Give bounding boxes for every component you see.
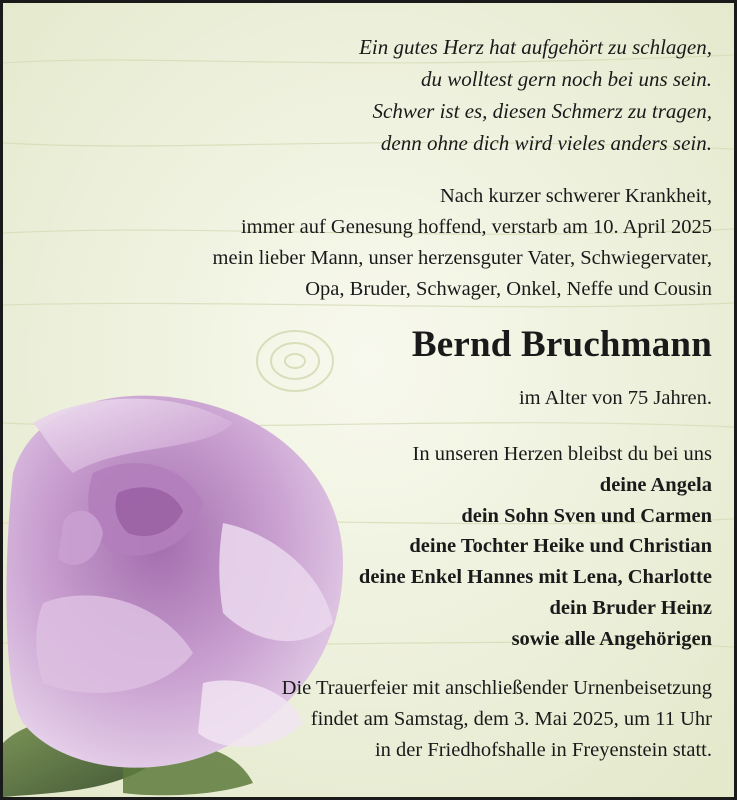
mourner-entry: deine Angela [599,473,712,496]
poem-line: du wolltest gern noch bei uns sein. [420,67,712,91]
announcement-line: immer auf Genesung hoffend, verstarb am 10. April 2025 [240,216,712,238]
mourners-heading: In unseren Herzen bleibst du bei uns [412,443,712,465]
funeral-details [282,673,712,766]
death-announcement [213,181,712,305]
deceased-name: Bernd Bruchmann [411,324,712,365]
poem-line: denn ohne dich wird vieles anders sein. [380,131,712,155]
mourner-entry: dein Sohn Sven und Carmen [461,504,712,527]
announcement-line: mein lieber Mann, unser herzensguter Vater, Schwiegervater, [212,247,712,269]
poem-line: Ein gutes Herz hat aufgehört zu schlagen, [359,35,712,59]
funeral-line: in der Friedhofshalle in Freyenstein statt. [374,739,712,761]
age-line: im Alter von 75 Jahren. [518,387,712,409]
funeral-line: Die Trauerfeier mit anschließender Urnenbeisetzung [281,677,712,699]
announcement-line: Nach kurzer schwerer Krankheit, [439,185,712,207]
mourners-list [359,439,712,655]
mourner-entry: dein Bruder Heinz [549,596,712,619]
mourner-entry: sowie alle Angehörigen [511,627,712,650]
funeral-line: findet am Samstag, dem 3. Mai 2025, um 11 Uhr [310,708,712,730]
mourner-entry: deine Tochter Heike und Christian [409,535,712,558]
memorial-poem [359,31,712,159]
poem-line: Schwer ist es, diesen Schmerz zu tragen, [372,99,712,123]
mourner-entry: deine Enkel Hannes mit Lena, Charlotte [358,566,712,589]
announcement-line: Opa, Bruder, Schwager, Onkel, Neffe und Cousin [305,278,712,300]
